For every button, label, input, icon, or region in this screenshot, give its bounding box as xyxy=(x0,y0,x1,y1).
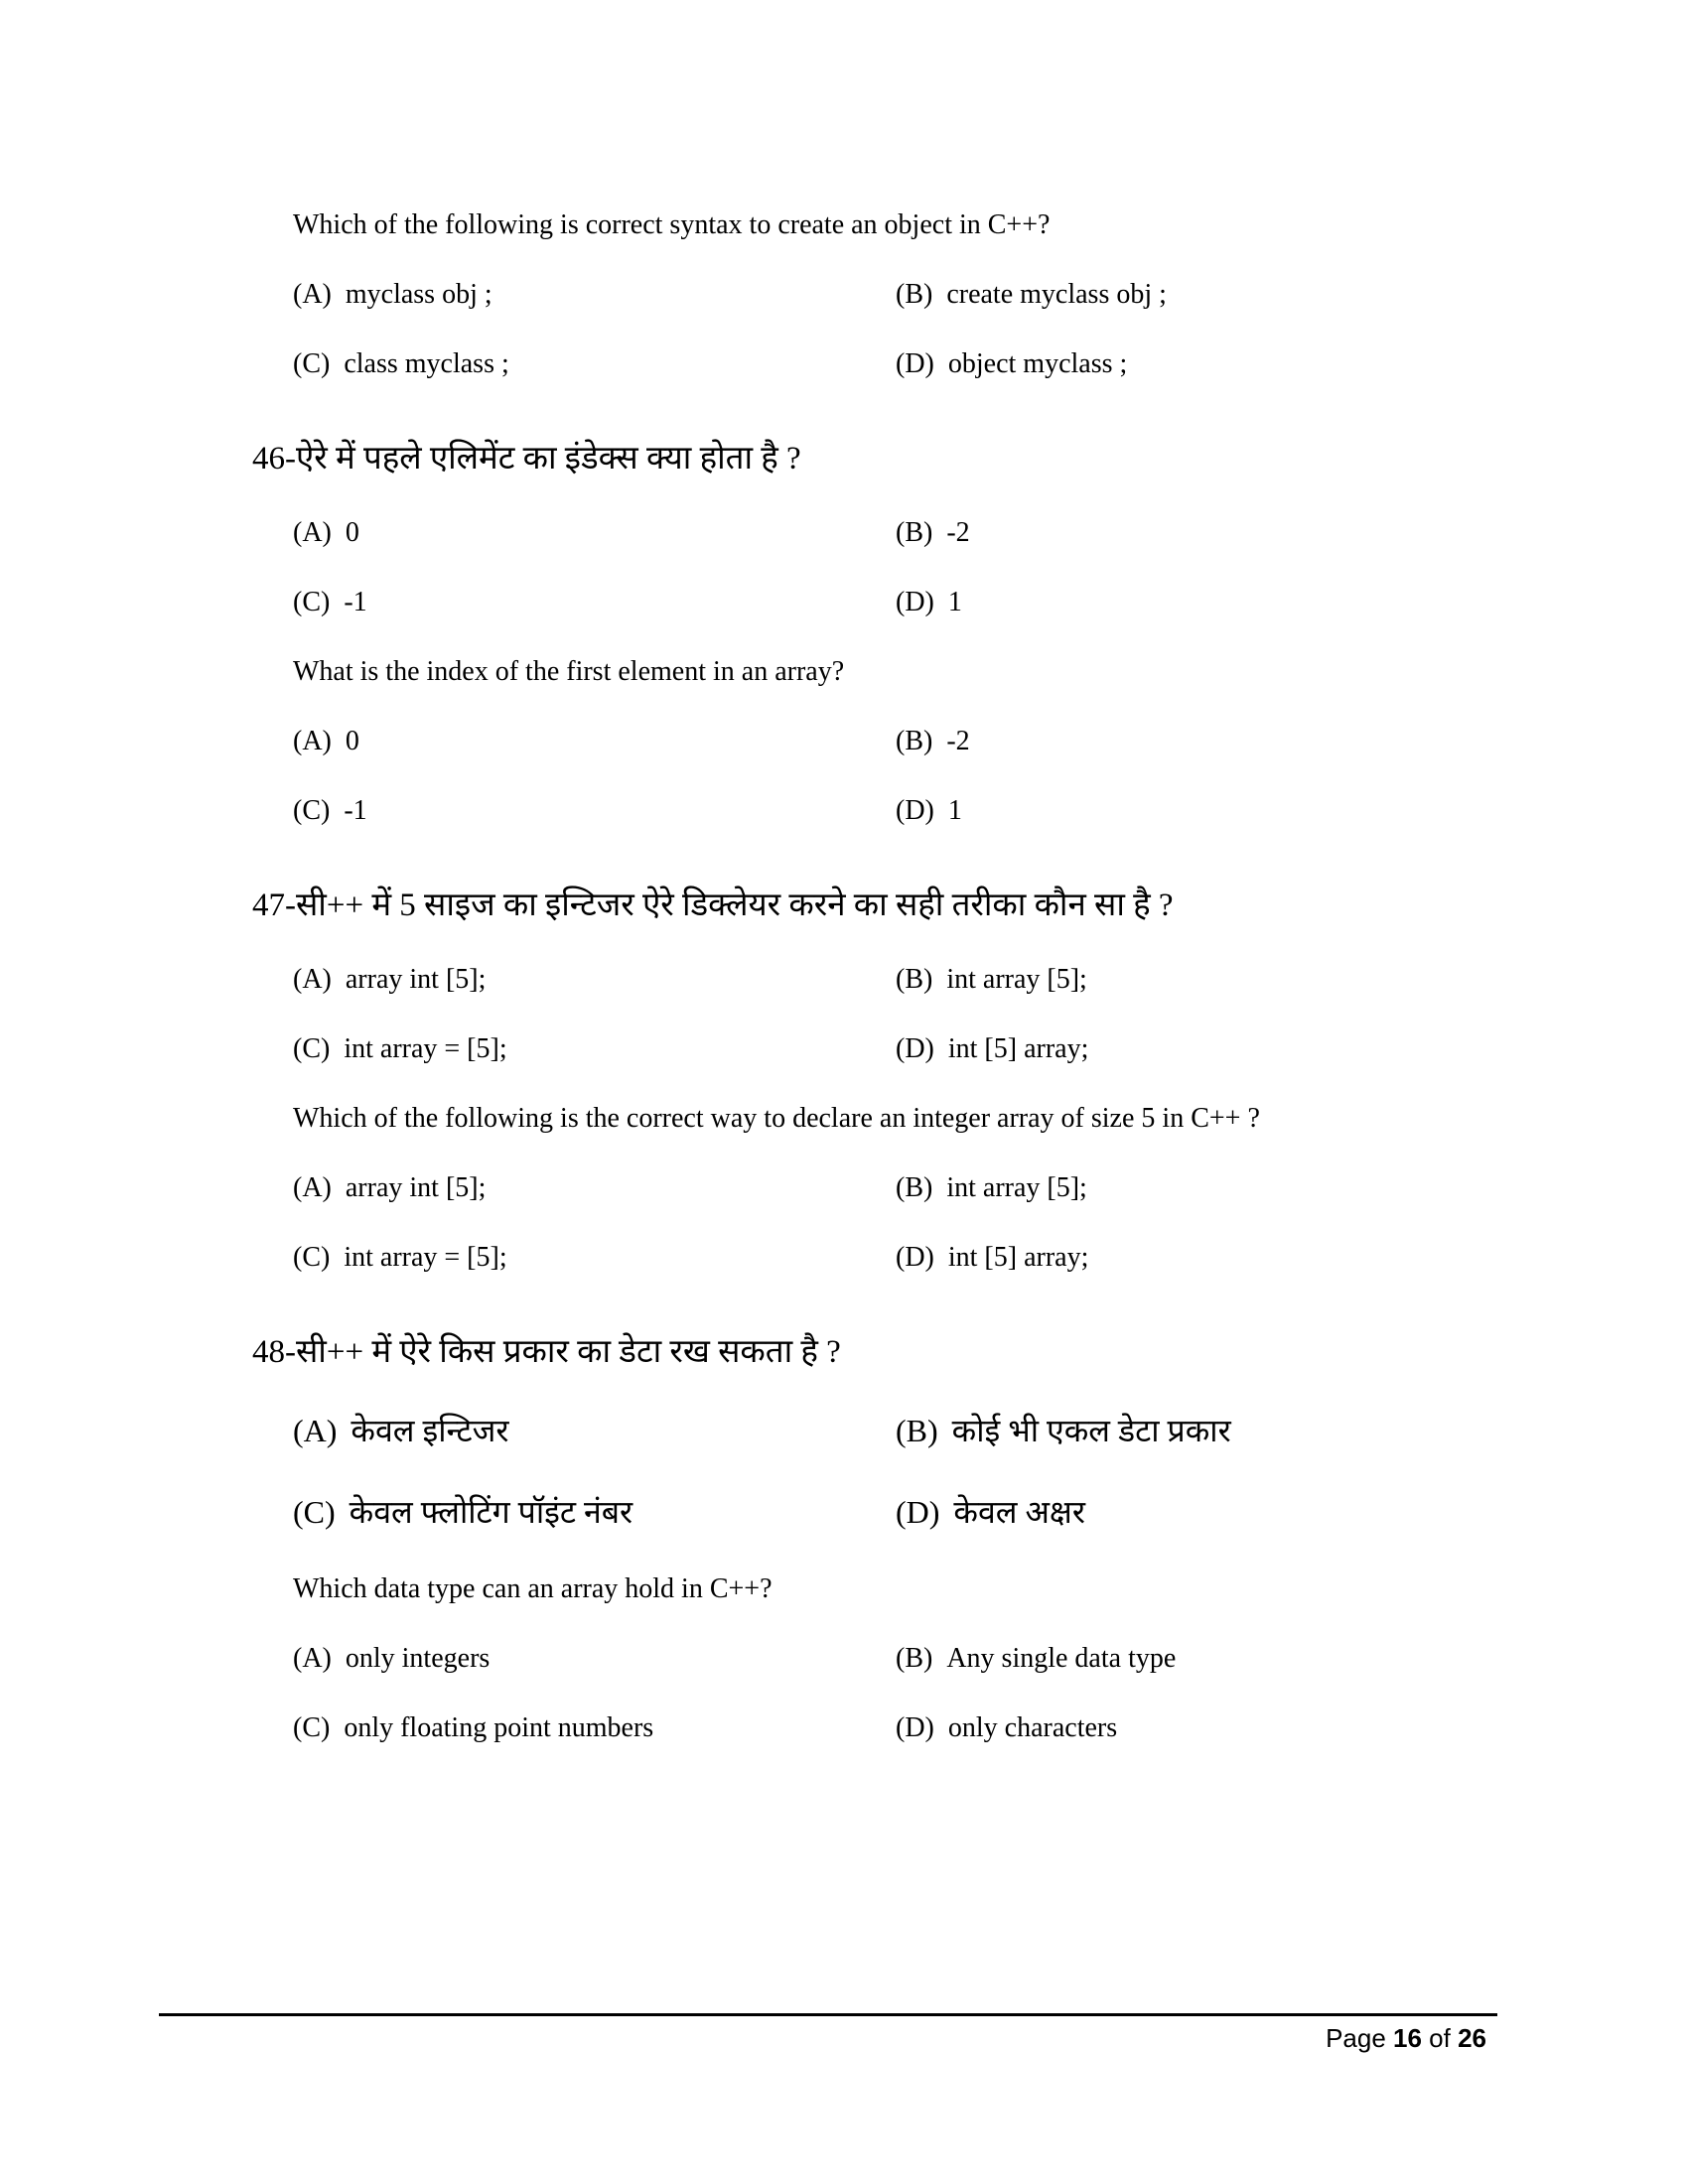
option-letter: (B) xyxy=(896,517,933,548)
option-c xyxy=(293,345,896,383)
option-text: int [5] array; xyxy=(947,1033,1089,1064)
option-text: -1 xyxy=(344,795,367,826)
option-b xyxy=(896,514,1688,552)
option-c xyxy=(293,1030,896,1068)
option-letter: (C) xyxy=(293,587,331,617)
option-c xyxy=(293,1239,896,1277)
option-letter: (B) xyxy=(896,279,933,310)
option-c xyxy=(293,1709,896,1747)
option-a xyxy=(293,1408,896,1453)
question-block-48-en xyxy=(0,1570,1688,1747)
option-letter: (A) xyxy=(293,1413,338,1448)
option-letter: (D) xyxy=(896,1494,940,1530)
footer-of-label: of xyxy=(1421,2023,1459,2053)
question-block-46-en xyxy=(0,653,1688,830)
question-text: 46-ऐरे में पहले एलिमेंट का इंडेक्स क्या होता है ? xyxy=(252,441,801,477)
question-text: What is the index of the first element in an array? xyxy=(293,656,845,687)
option-d xyxy=(896,1489,1688,1535)
option-d xyxy=(896,1709,1688,1747)
footer-total-value: 26 xyxy=(1458,2023,1486,2053)
options-grid xyxy=(293,1640,1688,1747)
option-b xyxy=(896,1640,1688,1678)
question-block-47-en xyxy=(0,1100,1688,1277)
option-d xyxy=(896,792,1688,830)
page-number xyxy=(1326,2023,1486,2053)
option-letter: (D) xyxy=(896,1242,934,1273)
option-letter: (B) xyxy=(896,964,933,995)
option-text: -2 xyxy=(946,517,970,548)
option-text: int array [5]; xyxy=(946,964,1087,995)
footer-divider xyxy=(159,2013,1497,2016)
question-text: Which of the following is correct syntax to create an object in C++? xyxy=(293,209,1051,240)
option-a xyxy=(293,961,896,999)
option-letter: (C) xyxy=(293,1494,336,1530)
question-block-48-hi xyxy=(0,1328,1688,1535)
option-text: 0 xyxy=(345,517,359,548)
option-letter: (A) xyxy=(293,726,332,756)
option-a xyxy=(293,276,896,314)
option-letter: (B) xyxy=(896,1172,933,1203)
option-b xyxy=(896,276,1688,314)
option-letter: (C) xyxy=(293,1033,331,1064)
option-d xyxy=(896,584,1688,621)
options-grid xyxy=(293,514,1688,621)
option-text: केवल फ्लोटिंग पॉइंट नंबर xyxy=(349,1494,633,1530)
option-letter: (C) xyxy=(293,1712,331,1743)
option-letter: (A) xyxy=(293,1643,332,1674)
option-letter: (B) xyxy=(896,1643,933,1674)
option-text: create myclass obj ; xyxy=(946,279,1167,310)
question-text: Which of the following is the correct way to declare an integer array of size 5 in C++ ? xyxy=(293,1103,1260,1134)
option-text: केवल इन्टिजर xyxy=(351,1413,509,1448)
option-letter: (C) xyxy=(293,348,331,379)
option-text: int array = [5]; xyxy=(344,1242,507,1273)
option-letter: (B) xyxy=(896,1413,938,1448)
option-text: class myclass ; xyxy=(344,348,509,379)
option-a xyxy=(293,1640,896,1678)
question-block-object-syntax-en xyxy=(0,206,1688,383)
option-text: -1 xyxy=(344,587,367,617)
option-d xyxy=(896,1030,1688,1068)
option-a xyxy=(293,514,896,552)
option-letter: (D) xyxy=(896,348,934,379)
options-grid xyxy=(293,1408,1688,1535)
option-text: only floating point numbers xyxy=(344,1712,654,1743)
option-text: only integers xyxy=(345,1643,491,1674)
option-a xyxy=(293,723,896,760)
option-text: only characters xyxy=(947,1712,1118,1743)
option-letter: (D) xyxy=(896,795,934,826)
option-text: myclass obj ; xyxy=(345,279,492,310)
option-text: object myclass ; xyxy=(947,348,1128,379)
option-letter: (C) xyxy=(293,1242,331,1273)
question-text: 47-सी++ में 5 साइज का इन्टिजर ऐरे डिक्लेयर करने का सही तरीका कौन सा है ? xyxy=(252,887,1174,923)
option-d xyxy=(896,345,1688,383)
option-a xyxy=(293,1169,896,1207)
option-text: array int [5]; xyxy=(345,1172,487,1203)
option-letter: (B) xyxy=(896,726,933,756)
option-d xyxy=(896,1239,1688,1277)
option-letter: (A) xyxy=(293,279,332,310)
option-letter: (D) xyxy=(896,1033,934,1064)
options-grid xyxy=(293,961,1688,1068)
option-letter: (C) xyxy=(293,795,331,826)
option-b xyxy=(896,723,1688,760)
option-c xyxy=(293,1489,896,1535)
option-b xyxy=(896,1169,1688,1207)
footer-page-value: 16 xyxy=(1393,2023,1422,2053)
option-letter: (D) xyxy=(896,587,934,617)
option-text: -2 xyxy=(946,726,970,756)
question-text: Which data type can an array hold in C++? xyxy=(293,1573,773,1604)
question-text: 48-सी++ में ऐरे किस प्रकार का डेटा रख सकता है ? xyxy=(252,1334,841,1370)
option-letter: (D) xyxy=(896,1712,934,1743)
question-block-46-hi xyxy=(0,435,1688,621)
option-text: array int [5]; xyxy=(345,964,487,995)
option-c xyxy=(293,792,896,830)
options-grid xyxy=(293,723,1688,830)
option-text: केवल अक्षर xyxy=(953,1494,1085,1530)
options-grid xyxy=(293,276,1688,383)
footer-page-label: Page xyxy=(1326,2023,1394,2053)
option-c xyxy=(293,584,896,621)
option-text: int array = [5]; xyxy=(344,1033,507,1064)
options-grid xyxy=(293,1169,1688,1277)
option-b xyxy=(896,1408,1688,1453)
option-text: Any single data type xyxy=(946,1643,1177,1674)
option-letter: (A) xyxy=(293,1172,332,1203)
option-letter: (A) xyxy=(293,517,332,548)
question-block-47-hi xyxy=(0,882,1688,1068)
option-letter: (A) xyxy=(293,964,332,995)
option-text: कोई भी एकल डेटा प्रकार xyxy=(951,1413,1231,1448)
option-b xyxy=(896,961,1688,999)
option-text: 0 xyxy=(345,726,359,756)
option-text: int array [5]; xyxy=(946,1172,1087,1203)
option-text: 1 xyxy=(947,795,962,826)
option-text: 1 xyxy=(947,587,962,617)
option-text: int [5] array; xyxy=(947,1242,1089,1273)
